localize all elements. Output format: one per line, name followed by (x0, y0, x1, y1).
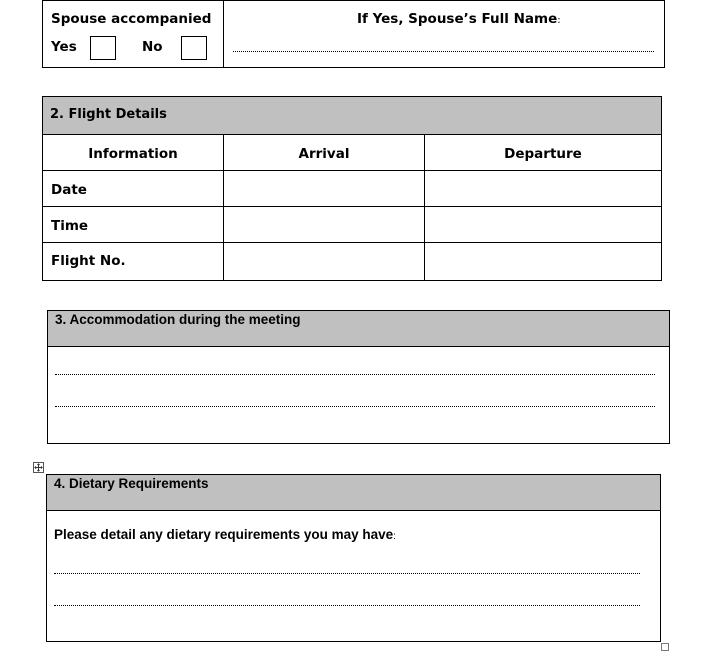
move-handle-icon[interactable] (33, 461, 44, 472)
dietary-prompt (54, 527, 396, 542)
resize-handle-icon[interactable] (661, 643, 669, 651)
dietary-header-line (46, 510, 661, 511)
accommodation-header-line (47, 346, 670, 347)
flight-section-title: 2. Flight Details (50, 107, 167, 122)
departure-flight-no-cell[interactable] (425, 243, 661, 280)
flight-row-label-time: Time (51, 218, 89, 234)
spouse-name-label-text: If Yes, Spouse’s Full Name (357, 11, 558, 27)
accommodation-line-2[interactable] (55, 406, 655, 407)
arrival-time-cell[interactable] (224, 207, 424, 242)
flight-header-information: Information (88, 146, 178, 162)
dietary-prompt-text: Please detail any dietary requirements you may have (54, 527, 394, 542)
spouse-name-label-colon: : (557, 15, 561, 26)
departure-date-cell[interactable] (425, 171, 661, 206)
no-checkbox[interactable] (181, 36, 207, 60)
dietary-line-2[interactable] (54, 605, 640, 606)
yes-label: Yes (51, 39, 77, 55)
spouse-divider (223, 0, 224, 68)
dietary-section (46, 474, 661, 642)
dietary-line-1[interactable] (54, 573, 640, 574)
arrival-date-cell[interactable] (224, 171, 424, 206)
flight-header-departure: Departure (504, 146, 582, 162)
dietary-section-title: 4. Dietary Requirements (54, 476, 209, 491)
flight-row-label-flight-no: Flight No. (51, 253, 126, 269)
flight-row-label-date: Date (51, 182, 87, 198)
spouse-name-field[interactable] (233, 51, 654, 52)
arrival-flight-no-cell[interactable] (224, 243, 424, 280)
yes-checkbox[interactable] (90, 36, 116, 60)
departure-time-cell[interactable] (425, 207, 661, 242)
flight-header-arrival: Arrival (298, 146, 350, 162)
accommodation-line-1[interactable] (55, 374, 655, 375)
no-label: No (142, 39, 163, 55)
dietary-prompt-colon: : (393, 531, 396, 542)
flight-row-line-1 (42, 134, 662, 135)
accommodation-section-title: 3. Accommodation during the meeting (55, 312, 301, 327)
accommodation-section (47, 310, 670, 444)
spouse-name-label (357, 11, 561, 27)
spouse-accompanied-label: Spouse accompanied (51, 11, 212, 27)
